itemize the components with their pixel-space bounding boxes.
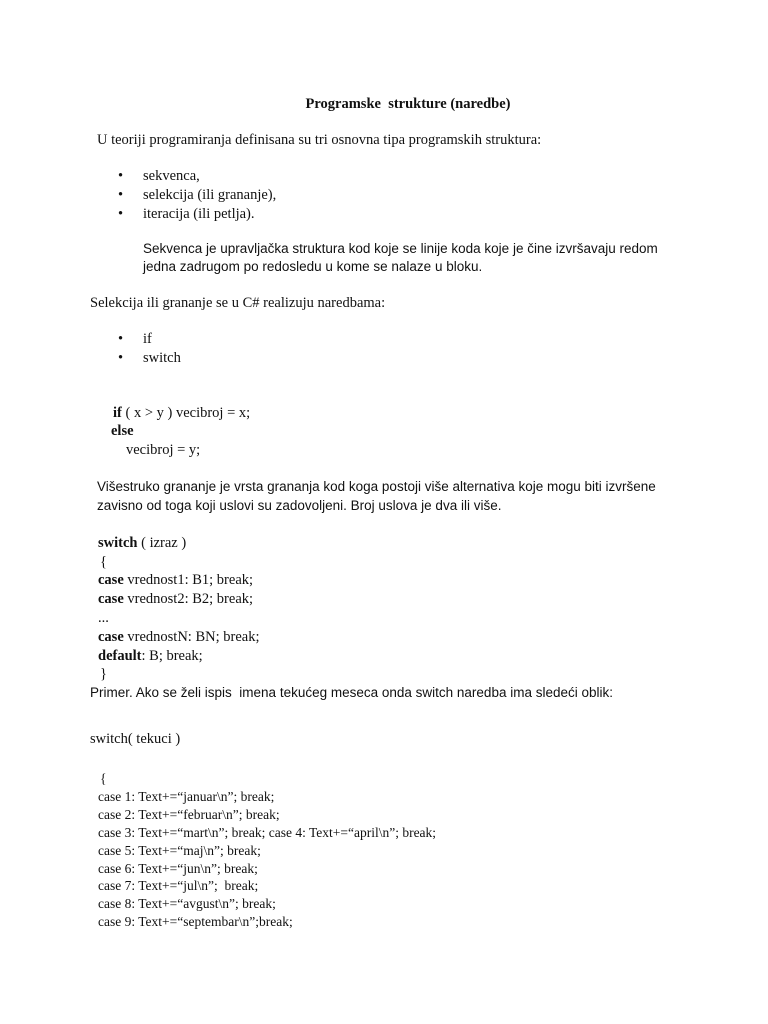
list-item: if (143, 331, 152, 347)
list-item: switch (143, 350, 181, 366)
code-line: case 2: Text+=“februar\n”; break; (98, 807, 280, 822)
example-intro: Primer. Ako se želi ispis imena tekućeg meseca onda switch naredba ima sledeći oblik: (90, 685, 613, 700)
multi-branch-paragraph-line: zavisno od toga koji uslovi su zadovoljeni. Broj uslova je dva ili više. (97, 498, 502, 513)
code-text: ( izraz ) (137, 535, 187, 551)
code-line: ... (98, 610, 109, 626)
multi-branch-paragraph-line: Višestruko grananje je vrsta grananja kod koga postoji više alternativa koje mogu biti izvršene (97, 479, 656, 494)
code-text: : B; break; (141, 648, 203, 664)
code-line: case 9: Text+=“septembar\n”;break; (98, 914, 293, 929)
code-keyword: if (113, 405, 122, 421)
code-line: case 8: Text+=“avgust\n”; break; (98, 896, 276, 911)
code-line (98, 534, 186, 552)
code-line: case 1: Text+=“januar\n”; break; (98, 789, 275, 804)
selection-intro: Selekcija ili grananje se u C# realizuju naredbama: (90, 295, 386, 311)
code-line (98, 590, 253, 608)
code-line (113, 404, 250, 422)
code-line (98, 628, 259, 646)
page-title: Programske strukture (naredbe) (305, 96, 511, 112)
code-line: case 6: Text+=“jun\n”; break; (98, 861, 258, 876)
code-text: vrednostN: BN; break; (123, 629, 260, 645)
code-line: case 7: Text+=“jul\n”; break; (98, 878, 259, 893)
list-item: sekvenca, (143, 168, 200, 184)
code-keyword: else (111, 423, 134, 439)
code-line: vecibroj = y; (126, 442, 201, 458)
bullet-icon: • (118, 168, 124, 184)
code-line: { (100, 554, 107, 570)
code-keyword: switch (98, 535, 138, 551)
bullet-icon: • (118, 187, 124, 203)
code-line: case 5: Text+=“maj\n”; break; (98, 843, 261, 858)
bullet-icon: • (118, 350, 124, 366)
bullet-icon: • (118, 331, 124, 347)
code-text: vrednost2: B2; break; (123, 591, 254, 607)
bullet-icon: • (118, 206, 124, 222)
code-line: case 3: Text+=“mart\n”; break; case 4: Text+=“april\n”; break; (98, 825, 437, 840)
code-text: ( x > y ) vecibroj = x; (121, 405, 251, 421)
list-item: selekcija (ili grananje), (143, 187, 277, 203)
example-switch-line: switch( tekuci ) (90, 731, 181, 747)
code-keyword: case (98, 629, 124, 645)
code-keyword: case (98, 591, 124, 607)
code-line (98, 647, 203, 665)
sequence-description-line: jedna zadrugom po redosledu u kome se nalaze u bloku. (143, 259, 483, 274)
list-item: iteracija (ili petlja). (143, 206, 255, 222)
code-keyword: default (98, 648, 142, 664)
code-line (98, 571, 253, 589)
code-text: vrednost1: B1; break; (123, 572, 254, 588)
code-keyword: case (98, 572, 124, 588)
code-line: } (100, 666, 107, 682)
code-line: { (100, 771, 107, 786)
intro-paragraph: U teoriji programiranja definisana su tri osnovna tipa programskih struktura: (97, 132, 542, 148)
sequence-description-line: Sekvenca je upravljačka struktura kod koje se linije koda koje je čine izvršavaju redom (143, 241, 658, 256)
